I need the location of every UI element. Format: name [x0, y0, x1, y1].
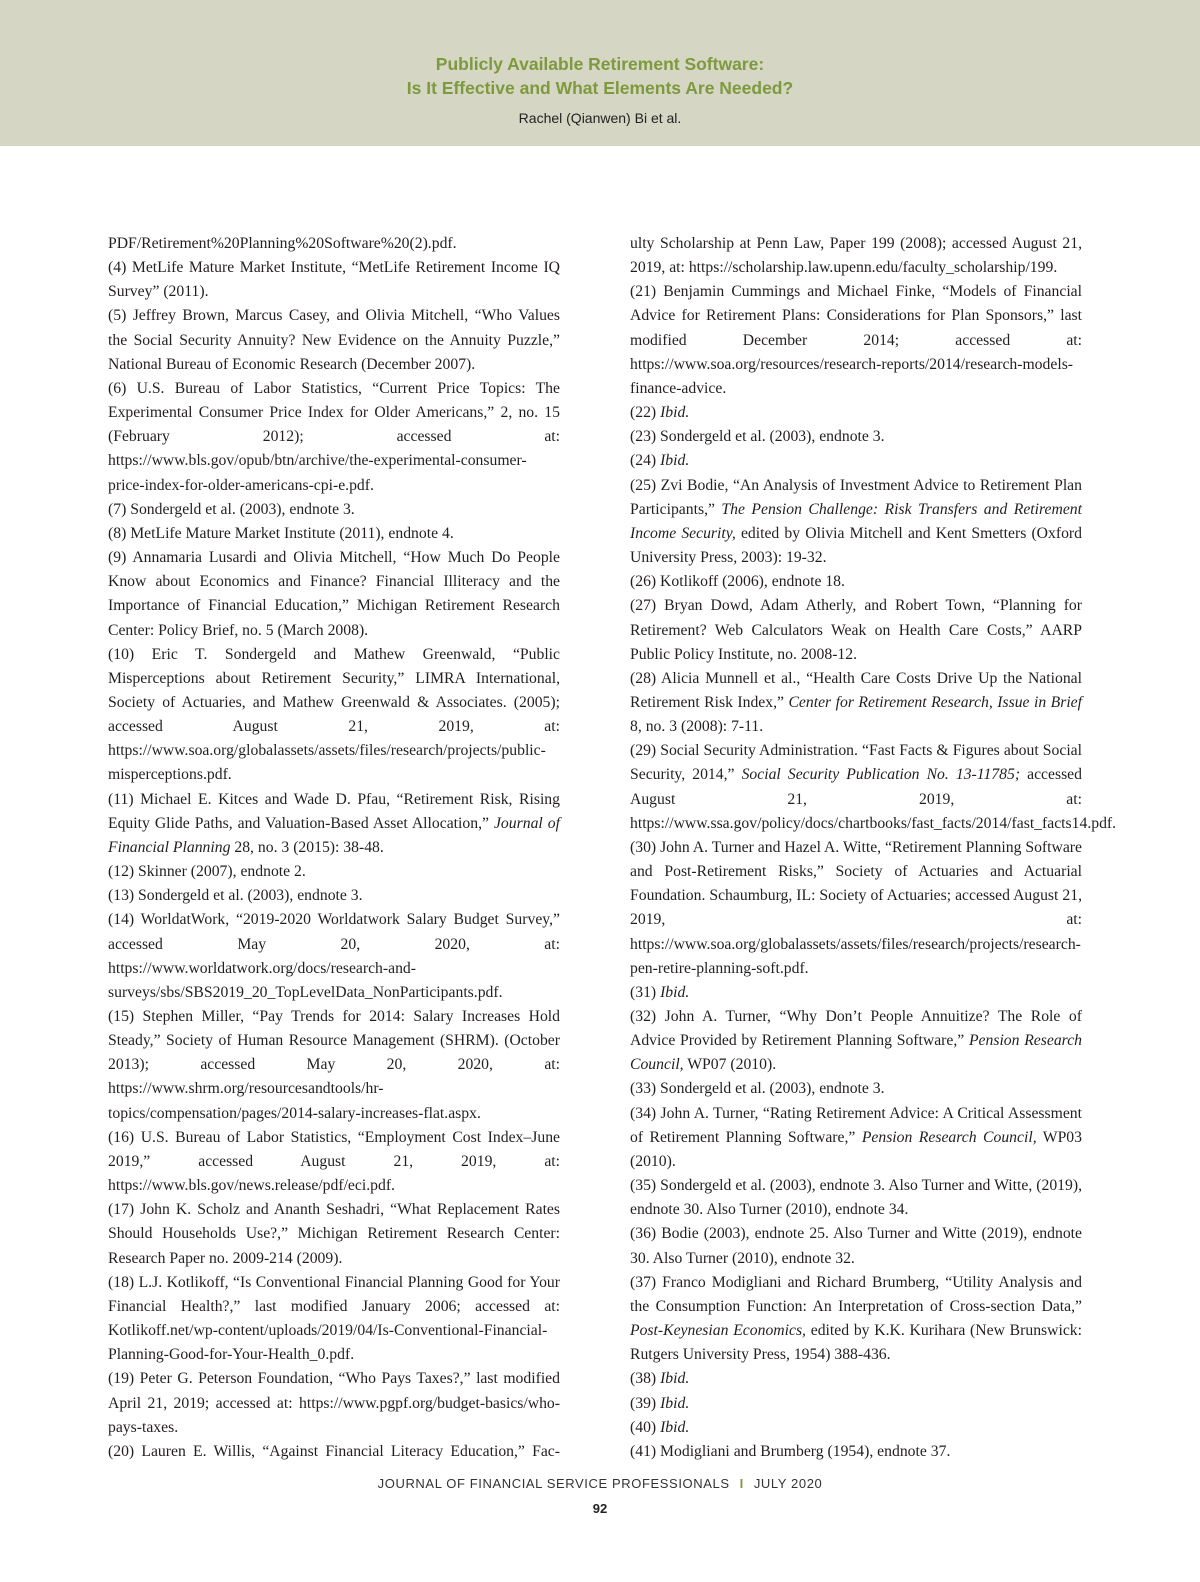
endnote-text: WP03 (2010). [630, 1128, 1082, 1170]
journal-name: JOURNAL OF FINANCIAL SERVICE PROFESSIONALS [377, 1476, 730, 1491]
endnote-text: (41) Modigliani and Brumberg (1954), endnote 37. [630, 1442, 951, 1460]
endnote [108, 1440, 560, 1464]
endnote [630, 1222, 1082, 1270]
endnote [630, 836, 1082, 981]
endnote [108, 304, 560, 376]
endnote-text: (7) Sondergeld et al. (2003), endnote 3. [108, 500, 355, 518]
endnote [630, 1271, 1082, 1368]
endnote-italic-title: Pension Research Council, [630, 1032, 1083, 1074]
endnote-italic-title: Ibid. [660, 983, 690, 1001]
endnote-text: (17) John K. Scholz and Ananth Seshadri, “What Replacement Rates Should Households Use?,” Michigan Retirement Research Center: Research Paper no. 2009-214 (2009). [108, 1201, 560, 1267]
endnote [630, 667, 1082, 739]
endnote [630, 1416, 1082, 1440]
endnote-italic-title: Ibid. [660, 1418, 690, 1436]
footer-separator: I [739, 1476, 744, 1491]
endnote-text: 8, no. 3 (2008): 7-11. [630, 718, 764, 736]
endnote [108, 232, 560, 256]
footer-journal-line [0, 1475, 1200, 1493]
endnotes-left-column [108, 232, 560, 1464]
endnote-italic-title: Post-Keynesian Economics, [630, 1322, 806, 1340]
endnote [108, 1198, 560, 1270]
endnote [630, 594, 1082, 666]
endnote-text: (33) Sondergeld et al. (2003), endnote 3. [630, 1080, 885, 1098]
endnote-text: (11) Michael E. Kitces and Wade D. Pfau, “Retirement Risk, Rising Equity Glide Paths, and Valuation-Based Asset Allocation,” [108, 790, 560, 832]
endnote-italic-title: Journal of Financial Planning [108, 814, 560, 856]
endnote-text: (15) Stephen Miller, “Pay Trends for 2014: Salary Increases Hold Steady,” Society of Human Resource Management (SHRM). (October 2013); accessed May 20, 2020, at: https://www.shrm.org/resourcesandtools/hr-topics/compensation/pages/2014-salary-increases-flat.aspx. [108, 1008, 560, 1122]
endnote-text: (36) Bodie (2003), endnote 25. Also Turner and Witte (2019), endnote 30. Also Turner (2010), endnote 32. [630, 1225, 1082, 1267]
endnote-text: edited by K.K. Kurihara (New Brunswick: Rutgers University Press, 1954) 388-436. [630, 1322, 1082, 1364]
endnote [630, 1174, 1082, 1222]
endnote-text: (6) U.S. Bureau of Labor Statistics, “Current Price Topics: The Experimental Consumer Price Index for Older Americans,” 2, no. 15 (February 2012); accessed at: https://www.bls.gov/opub/btn/archive/the-experimental-consumer-price-index-for-older-americans-cpi-e.pdf. [108, 379, 560, 494]
endnote [630, 739, 1117, 836]
endnote [630, 1102, 1082, 1174]
endnote-text: (31) [630, 983, 661, 1001]
endnote [108, 1126, 560, 1198]
endnote-text: (23) Sondergeld et al. (2003), endnote 3. [630, 428, 885, 446]
endnote [630, 232, 1082, 280]
article-title-line-2: Is It Effective and What Elements Are Needed? [406, 78, 794, 98]
endnote-text: (38) [630, 1370, 661, 1388]
endnote-text: PDF/Retirement%20Planning%20Software%20(2).pdf. [108, 235, 457, 252]
endnote-text: (10) Eric T. Sondergeld and Mathew Greenwald, “Public Misperceptions about Retirement Security,” LIMRA International, Society of Actuaries, and Mathew Greenwald & Associates. (2005); accessed August 21, 2019, at: https://www.soa.org/globalassets/assets/files/research/projects/public-misperceptions.pdf. [108, 645, 560, 784]
endnote-italic-title: Ibid. [660, 404, 690, 422]
endnote-text: edited by Olivia Mitchell and Kent Smetters (Oxford University Press, 2003): 19-32. [630, 524, 1082, 567]
endnote [630, 280, 1082, 401]
endnote-text: (27) Bryan Dowd, Adam Atherly, and Robert Town, “Planning for Retirement? Web Calculators Weak on Health Care Costs,” AARP Public Policy Institute, no. 2008-12. [630, 597, 1082, 663]
endnote-text: (30) John A. Turner and Hazel A. Witte, “Retirement Planning Software and Post-Retirement Risks,” Society of Actuaries and Actuarial Foundation. Schaumburg, IL: Society of Actuaries; accessed August 21, 2019, at: https://www.soa.org/globalassets/assets/files/research/projects/research-pen-retire-planning-soft.pdf. [630, 838, 1082, 977]
endnotes-right-column [630, 232, 1117, 1464]
endnote [630, 1077, 1082, 1101]
endnote-text: (16) U.S. Bureau of Labor Statistics, “Employment Cost Index–June 2019,” accessed August 21, 2019, at: https://www.bls.gov/news.release/pdf/eci.pdf. [108, 1128, 560, 1195]
endnote-italic-title: Center for Retirement Research, Issue in Brief [788, 693, 1083, 711]
endnote [630, 474, 1082, 571]
endnote [108, 884, 560, 908]
endnote [108, 377, 560, 498]
endnote-text: (28) Alicia Munnell et al., “Health Care Costs Drive Up the National Retirement Risk Index,” [630, 669, 1082, 711]
endnote-text: (37) Franco Modigliani and Richard Brumberg, “Utility Analysis and the Consumption Function: An Interpretation of Cross-section Data,” [630, 1273, 1082, 1315]
endnote-text: (12) Skinner (2007), endnote 2. [108, 863, 306, 881]
endnote-text: (18) L.J. Kotlikoff, “Is Conventional Financial Planning Good for Your Financial Health?,” last modified January 2006; accessed at: Kotlikoff.net/wp-content/uploads/2019/04/Is-Conventional-Financial-Planning-Good-for-Your-Health_0.pdf. [108, 1273, 560, 1364]
endnote-text: (9) Annamaria Lusardi and Olivia Mitchell, “How Much Do People Know about Economics and Finance? Financial Illiteracy and the Importance of Financial Education,” Michigan Retirement Research Center: Policy Brief, no. 5 (March 2008). [108, 549, 560, 639]
endnote-text: (32) John A. Turner, “Why Don’t People Annuitize? The Role of Advice Provided by Retirement Planning Software,” [630, 1008, 1082, 1050]
endnote [630, 1367, 1082, 1391]
endnote [630, 1392, 1082, 1416]
header-band [0, 0, 1200, 146]
endnote [630, 425, 1082, 449]
endnote-italic-title: The Pension Challenge: Risk Transfers and Retirement Income Security, [630, 500, 1082, 542]
endnote [108, 643, 560, 788]
endnote-text: 28, no. 3 (2015): 38-48. [230, 838, 384, 856]
endnote-text: (8) MetLife Mature Market Institute (2011), endnote 4. [108, 524, 454, 542]
endnote-text: (4) MetLife Mature Market Institute, “MetLife Retirement Income IQ Survey” (2011). [108, 259, 560, 301]
endnote-italic-title: Social Security Publication No. 13-11785; [741, 766, 1021, 784]
issue-date: JULY 2020 [753, 1476, 823, 1491]
endnote [630, 1440, 1082, 1464]
page-number: 92 [592, 1501, 608, 1516]
endnote [108, 1271, 560, 1368]
endnote-text: (29) Social Security Administration. “Fast Facts & Figures about Social Security, 2014,” [630, 742, 1082, 784]
endnote-text: (22) [630, 404, 661, 422]
endnote [108, 1005, 560, 1126]
endnote [108, 256, 560, 304]
endnote [630, 981, 1082, 1005]
endnote-text: (20) Lauren E. Willis, “Against Financial Literacy Education,” Fac- [108, 1442, 560, 1460]
endnote [108, 860, 560, 884]
endnote-text: ulty Scholarship at Penn Law, Paper 199 (2008); accessed August 21, 2019, at: https://scholarship.law.upenn.edu/faculty_scholarship/199. [630, 235, 1082, 277]
endnote [630, 1005, 1082, 1077]
endnote-text: (40) [630, 1418, 661, 1436]
endnote-text: (14) WorldatWork, “2019-2020 Worldatwork Salary Budget Survey,” accessed May 20, 2020, at: https://www.worldatwork.org/docs/research-and-surveys/sbs/SBS2019_20_TopLevelData_NonParticipants.pdf. [108, 911, 560, 1001]
endnote [630, 449, 1082, 473]
endnote-text: (35) Sondergeld et al. (2003), endnote 3. Also Turner and Witte, (2019), endnote 30. Also Turner (2010), endnote 34. [630, 1177, 1082, 1219]
endnote [108, 546, 560, 643]
endnote [108, 788, 560, 860]
endnote [630, 401, 1082, 425]
endnote-italic-title: Ibid. [660, 1394, 690, 1412]
endnote [108, 908, 560, 1005]
endnote-text: (19) Peter G. Peterson Foundation, “Who Pays Taxes?,” last modified April 21, 2019; accessed at: https://www.pgpf.org/budget-basics/who-pays-taxes. [108, 1370, 560, 1436]
endnote [108, 1367, 560, 1439]
endnote-text: (13) Sondergeld et al. (2003), endnote 3. [108, 887, 363, 905]
endnote-text: (34) John A. Turner, “Rating Retirement Advice: A Critical Assessment of Retirement Planning Software,” [630, 1104, 1082, 1146]
endnote [630, 570, 1082, 594]
endnote-text: (39) [630, 1394, 661, 1412]
endnote-italic-title: Pension Research Council, [861, 1128, 1037, 1146]
endnote-italic-title: Ibid. [660, 1370, 690, 1388]
endnote-text: (21) Benjamin Cummings and Michael Finke, “Models of Financial Advice for Retirement Plans: Considerations for Plan Sponsors,” last modified December 2014; accessed at: https://www.soa.org/resources/research-reports/2014/research-models-finance-advice. [630, 283, 1082, 397]
endnote-text: (25) Zvi Bodie, “An Analysis of Investment Advice to Retirement Plan Participants,” [630, 476, 1082, 518]
article-author: Rachel (Qianwen) Bi et al. [518, 110, 682, 126]
endnote-text: (26) Kotlikoff (2006), endnote 18. [630, 573, 845, 591]
endnote-text: (5) Jeffrey Brown, Marcus Casey, and Olivia Mitchell, “Who Values the Social Security Annuity? New Evidence on the Annuity Puzzle,” National Bureau of Economic Research (December 2007). [108, 307, 560, 373]
endnote-text: WP07 (2010). [683, 1056, 777, 1074]
endnote-text: accessed August 21, 2019, at: https://www.ssa.gov/policy/docs/chartbooks/fast_facts/2014/fast_facts14.pdf. [630, 766, 1117, 832]
endnote [108, 522, 560, 546]
endnote-italic-title: Ibid. [660, 452, 690, 470]
endnote-text: (24) [630, 452, 661, 470]
endnote [108, 498, 560, 522]
article-title-line-1: Publicly Available Retirement Software: [435, 54, 765, 74]
